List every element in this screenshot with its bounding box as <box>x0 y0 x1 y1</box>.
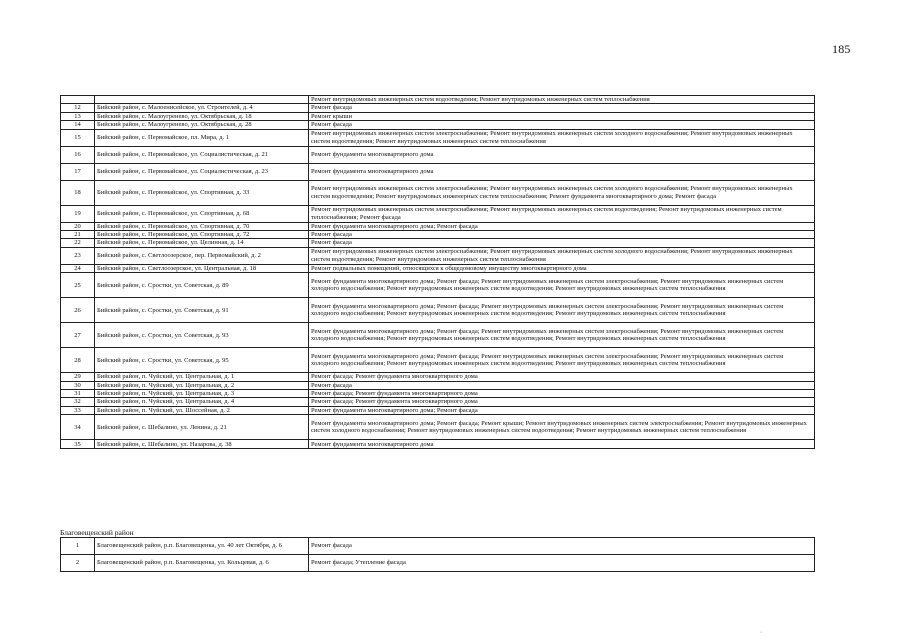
row-address: Бийский район, п. Чуйский, ул. Шоссейная, д. 2 <box>95 406 309 414</box>
table-row <box>61 273 815 298</box>
row-works: Ремонт фасада <box>309 239 815 247</box>
row-number: 18 <box>61 180 95 205</box>
row-works: Ремонт фундамента многоквартирного дома; Ремонт фасада; Ремонт крыши; Ремонт внутридомовых инженерных систем электроснабжения; Ремонт внутридомовых инженерных систем холодного водоснабжения; Ремонт внутридомовых инженерных систем водоотведения; Ремонт внутридомовых инженерных систем теплоснабжения <box>309 415 815 440</box>
table-row <box>61 373 815 381</box>
row-number: 30 <box>61 381 95 389</box>
row-address: Бийский район, с. Первомайское, ул. Спортивная, д. 72 <box>95 231 309 239</box>
row-number: 16 <box>61 146 95 163</box>
row-address: Бийский район, с. Первомайское, пл. Мира, д. 1 <box>95 129 309 146</box>
row-address: Бийский район, п. Чуйский, ул. Центральная, д. 2 <box>95 381 309 389</box>
row-address: Бийский район, с. Малоугренево, ул. Октябрьская, д. 28 <box>95 121 309 129</box>
row-address: Бийский район, с. Первомайское, ул. Социалистическая, д. 23 <box>95 163 309 180</box>
row-number: 24 <box>61 264 95 272</box>
row-number: 2 <box>61 555 95 572</box>
row-address: Бийский район, с. Малоугренево, ул. Октябрьская, д. 18 <box>95 112 309 120</box>
section-title-blagoveshchensky: Благовещенский район <box>60 528 134 537</box>
row-address: Бийский район, п. Чуйский, ул. Центральная, д. 4 <box>95 398 309 406</box>
row-address: Бийский район, с. Сростки, ул. Советская, д. 93 <box>95 323 309 348</box>
table-row <box>61 406 815 414</box>
row-number: 22 <box>61 239 95 247</box>
row-number: 19 <box>61 205 95 222</box>
table-row <box>61 96 815 104</box>
row-number: 13 <box>61 112 95 120</box>
row-number: 1 <box>61 538 95 555</box>
row-works: Ремонт фундамента многоквартирного дома; Ремонт фасада; Ремонт внутридомовых инженерных систем электроснабжения; Ремонт внутридомовых инженерных систем холодного водоснабжения; Ремонт внутридомовых инженерных систем водоотведения; Ремонт внутридомовых инженерных систем теплоснабжения <box>309 348 815 373</box>
row-address: Бийский район, с. Сростки, ул. Советская, д. 89 <box>95 273 309 298</box>
row-number: 14 <box>61 121 95 129</box>
row-address: Бийский район, с. Малоенисейское, ул. Строителей, д. 4 <box>95 104 309 112</box>
table-row <box>61 104 815 112</box>
table-row <box>61 205 815 222</box>
row-works: Ремонт фасада <box>309 231 815 239</box>
row-works: Ремонт фундамента многоквартирного дома; Ремонт фасада; Ремонт внутридомовых инженерных систем электроснабжения; Ремонт внутридомовых инженерных систем холодного водоснабжения; Ремонт внутридомовых инженерных систем водоотведения; Ремонт внутридомовых инженерных систем теплоснабжения <box>309 298 815 323</box>
row-address: Благовещенский район, р.п. Благовещенка, ул. 40 лет Октября, д. 6 <box>95 538 309 555</box>
row-address: Бийский район, с. Светлоозерское, ул. Центральная, д. 18 <box>95 264 309 272</box>
row-number: 25 <box>61 273 95 298</box>
table-row <box>61 298 815 323</box>
row-works: Ремонт фасада <box>309 104 815 112</box>
scan-speck: · <box>760 630 762 636</box>
table-row <box>61 381 815 389</box>
row-address: Бийский район, с. Шебалино, ул. Назарова, д. 38 <box>95 440 309 449</box>
main-repair-table <box>60 95 815 449</box>
row-address <box>95 96 309 104</box>
row-address: Бийский район, с. Сростки, ул. Советская, д. 91 <box>95 298 309 323</box>
row-number: 29 <box>61 373 95 381</box>
table-row <box>61 163 815 180</box>
row-number: 35 <box>61 440 95 449</box>
table-row <box>61 222 815 230</box>
row-works: Ремонт фасада; Ремонт фундамента многоквартирного дома <box>309 373 815 381</box>
row-number: 31 <box>61 390 95 398</box>
table-row <box>61 112 815 120</box>
table-row <box>61 129 815 146</box>
row-works: Ремонт фундамента многоквартирного дома; Ремонт фасада <box>309 222 815 230</box>
row-works: Ремонт фасада; Ремонт фундамента многоквартирного дома <box>309 390 815 398</box>
table-row <box>61 231 815 239</box>
row-works: Ремонт фасада <box>309 381 815 389</box>
row-address: Бийский район, п. Чуйский, ул. Центральная, д. 3 <box>95 390 309 398</box>
row-works: Ремонт фундамента многоквартирного дома <box>309 440 815 449</box>
row-works: Ремонт фундамента многоквартирного дома; Ремонт фасада; Ремонт внутридомовых инженерных систем электроснабжения; Ремонт внутридомовых инженерных систем холодного водоснабжения; Ремонт внутридомовых инженерных систем водоотведения; Ремонт внутридомовых инженерных систем теплоснабжения <box>309 323 815 348</box>
table-row <box>61 146 815 163</box>
table-row <box>61 121 815 129</box>
row-works: Ремонт внутридомовых инженерных систем электроснабжения; Ремонт внутридомовых инженерных систем холодного водоснабжения; Ремонт внутридомовых инженерных систем водоотведения; Ремонт внутридомовых инженерных систем теплоснабжения <box>309 247 815 264</box>
row-number: 27 <box>61 323 95 348</box>
table-row <box>61 440 815 449</box>
blagoveshchensky-table <box>60 537 815 572</box>
row-works: Ремонт внутридомовых инженерных систем водоотведения; Ремонт внутридомовых инженерных систем теплоснабжения <box>309 96 815 104</box>
row-works: Ремонт подвальных помещений, относящихся к общедомовому имуществу многоквартирного дома <box>309 264 815 272</box>
table-row <box>61 323 815 348</box>
row-works: Ремонт фасада; Утепление фасада <box>309 555 815 572</box>
row-number: 33 <box>61 406 95 414</box>
row-works: Ремонт фасада <box>309 121 815 129</box>
row-number: 34 <box>61 415 95 440</box>
table-row <box>61 264 815 272</box>
row-address: Бийский район, с. Светлоозерское, пер. Первомайский, д. 2 <box>95 247 309 264</box>
row-number: 28 <box>61 348 95 373</box>
row-address: Бийский район, п. Чуйский, ул. Центральная, д. 1 <box>95 373 309 381</box>
table-row <box>61 239 815 247</box>
page-number: 185 <box>832 42 851 56</box>
row-works: Ремонт фундамента многоквартирного дома; Ремонт фасада <box>309 406 815 414</box>
row-address: Благовещенский район, р.п. Благовещенка, ул. Кольцевая, д. 6 <box>95 555 309 572</box>
row-number: 20 <box>61 222 95 230</box>
row-number: 15 <box>61 129 95 146</box>
row-works: Ремонт внутридомовых инженерных систем электроснабжения; Ремонт внутридомовых инженерных систем холодного водоснабжения; Ремонт внутридомовых инженерных систем водоотведения; Ремонт внутридомовых инженерных систем теплоснабжения <box>309 129 815 146</box>
table-row <box>61 348 815 373</box>
table-row <box>61 247 815 264</box>
row-works: Ремонт внутридомовых инженерных систем электроснабжения; Ремонт внутридомовых инженерных систем холодного водоснабжения; Ремонт внутридомовых инженерных систем водоотведения; Ремонт внутридомовых инженерных систем теплоснабжения; Ремонт фундамента многоквартирного дома; Ремонт фасада <box>309 180 815 205</box>
row-address: Бийский район, с. Первомайское, ул. Целинная, д. 14 <box>95 239 309 247</box>
row-works: Ремонт фундамента многоквартирного дома <box>309 163 815 180</box>
row-works: Ремонт фасада; Ремонт фундамента многоквартирного дома <box>309 398 815 406</box>
row-address: Бийский район, с. Шебалино, ул. Ленина, д. 21 <box>95 415 309 440</box>
table-row <box>61 555 815 572</box>
row-address: Бийский район, с. Первомайское, ул. Спортивная, д. 70 <box>95 222 309 230</box>
row-number: 26 <box>61 298 95 323</box>
table-row <box>61 538 815 555</box>
row-number <box>61 96 95 104</box>
row-works: Ремонт крыши <box>309 112 815 120</box>
row-address: Бийский район, с. Первомайское, ул. Спортивная, д. 33 <box>95 180 309 205</box>
table-row <box>61 415 815 440</box>
row-works: Ремонт фасада <box>309 538 815 555</box>
row-address: Бийский район, с. Сростки, ул. Советская, д. 95 <box>95 348 309 373</box>
row-works: Ремонт фундамента многоквартирного дома <box>309 146 815 163</box>
table-row <box>61 398 815 406</box>
table-row <box>61 180 815 205</box>
row-number: 17 <box>61 163 95 180</box>
row-works: Ремонт фундамента многоквартирного дома; Ремонт фасада; Ремонт внутридомовых инженерных систем электроснабжения; Ремонт внутридомовых инженерных систем холодного водоснабжения; Ремонт внутридомовых инженерных систем водоотведения; Ремонт внутридомовых инженерных систем теплоснабжения <box>309 273 815 298</box>
row-number: 21 <box>61 231 95 239</box>
row-works: Ремонт внутридомовых инженерных систем электроснабжения; Ремонт внутридомовых инженерных систем водоотведения; Ремонт внутридомовых инженерных систем теплоснабжения; Ремонт фасада <box>309 205 815 222</box>
row-number: 32 <box>61 398 95 406</box>
row-number: 23 <box>61 247 95 264</box>
row-address: Бийский район, с. Первомайское, ул. Социалистическая, д. 21 <box>95 146 309 163</box>
row-number: 12 <box>61 104 95 112</box>
row-address: Бийский район, с. Первомайское, ул. Спортивная, д. 68 <box>95 205 309 222</box>
table-row <box>61 390 815 398</box>
